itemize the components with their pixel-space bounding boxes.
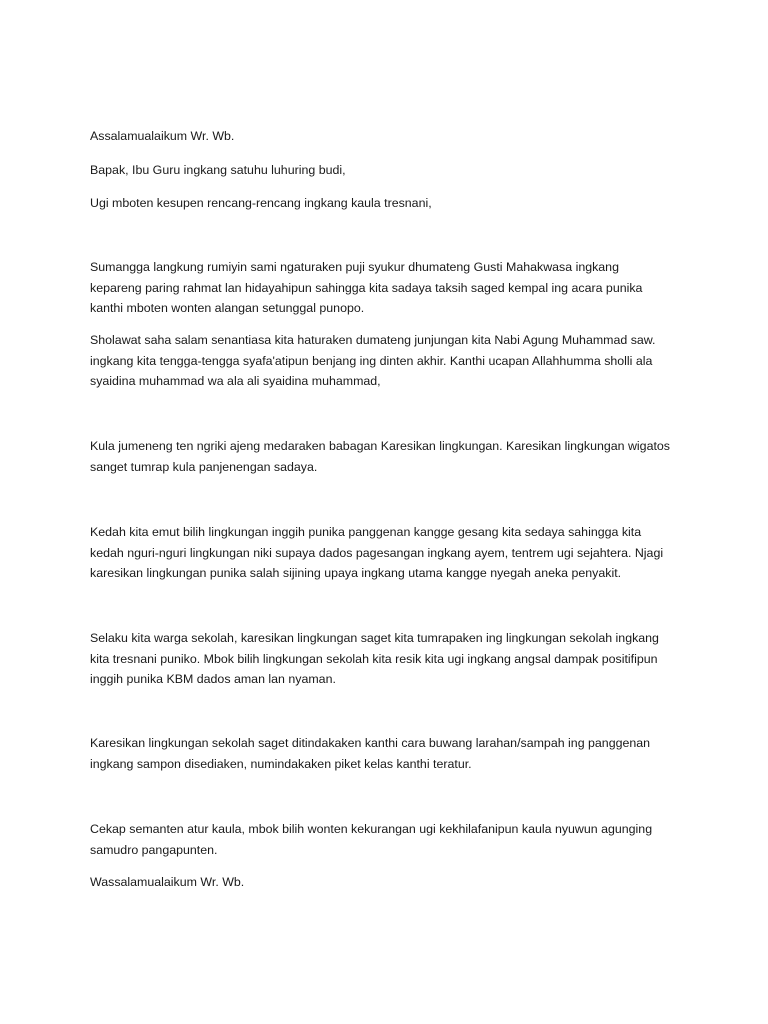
paragraph-actions: Karesikan lingkungan sekolah saget ditindakaken kanthi cara buwang larahan/sampah ing panggenan ingkang sampon disediaken, numindakaken piket kelas kanthi teratur.: [90, 736, 651, 771]
address-friends: Ugi mboten kesupen rencang-rencang ingkang kaula tresnani,: [90, 196, 432, 210]
address-teachers: Bapak, Ibu Guru ingkang satuhu luhuring budi,: [90, 163, 346, 177]
paragraph-opening-praise: Sumangga langkung rumiyin sami ngaturaken puji syukur dhumateng Gusti Mahakwasa ingkang kepareng paring rahmat lan hidayahipun sahingga kita sadaya taksih saged kempal ing acara punika kanthi mboten wonten alangan setunggal punopo.: [90, 260, 643, 315]
paragraph-topic: Kula jumeneng ten ngriki ajeng medaraken babagan Karesikan lingkungan. Karesikan lingkungan wigatos sanget tumrap kula panjenengan sadaya.: [90, 439, 670, 474]
greeting: Assalamualaikum Wr. Wb.: [90, 129, 235, 143]
paragraph-sholawat: Sholawat saha salam senantiasa kita haturaken dumateng junjungan kita Nabi Agung Muhammad saw. ingkang kita tengga-tengga syafa'atipun benjang ing dinten akhir. Kanthi ucapan Allahhumma sholli ala syaidina muhammad wa ala ali syaidina muhammad,: [90, 333, 656, 388]
paragraph-closing-apology: Cekap semanten atur kaula, mbok bilih wonten kekurangan ugi kekhilafanipun kaula nyuwun agunging samudro pangapunten.: [90, 822, 653, 857]
paragraph-environment: Kedah kita emut bilih lingkungan inggih punika panggenan kangge gesang kita sedaya sahingga kita kedah nguri-nguri lingkungan niki supaya dados pagesangan ingkang ayem, tentrem ugi sejahtera. Njagi karesikan lingkungan punika salah sijining upaya ingkang utama kangge nyegah aneka penyakit.: [90, 525, 664, 580]
paragraph-school: Selaku kita warga sekolah, karesikan lingkungan saget kita tumrapaken ing lingkungan sekolah ingkang kita tresnani puniko. Mbok bilih lingkungan sekolah kita resik kita ugi ingkang angsal dampak positifipun inggih punika KBM dados aman lan nyaman.: [90, 631, 659, 686]
closing-salutation: Wassalamualaikum Wr. Wb.: [90, 875, 245, 889]
